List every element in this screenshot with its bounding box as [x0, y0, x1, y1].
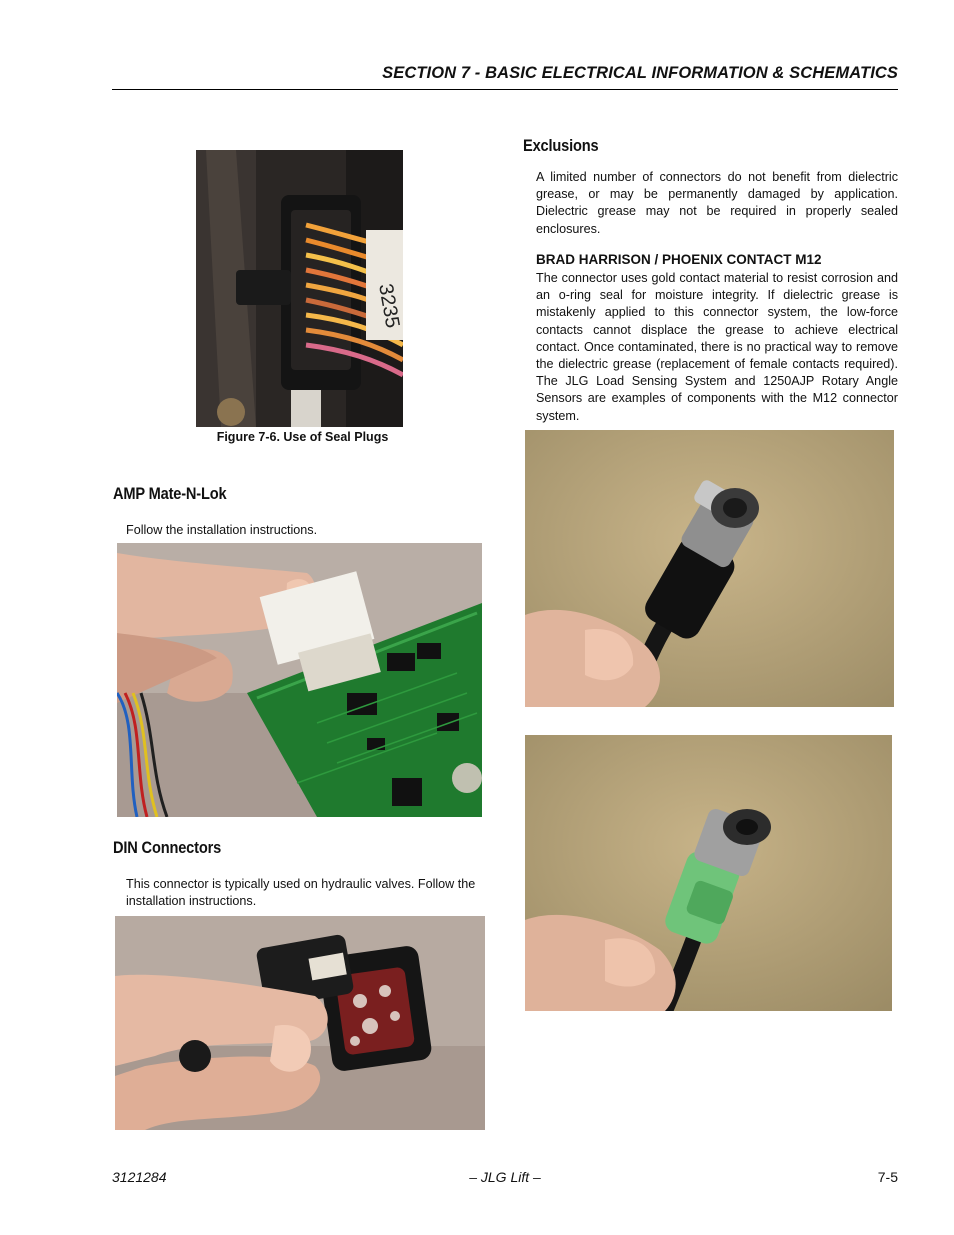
exclusions-text: A limited number of connectors do not benefit from dielectric grease, or may be permanently damaged by application. Dielectric grease may not be required in properly sealed enclosures.	[536, 170, 898, 236]
footer-center: – JLG Lift –	[469, 1169, 541, 1185]
m12-green-connector-photo	[525, 735, 892, 1011]
header-rule	[112, 89, 898, 90]
amp-text: Follow the installation instructions.	[126, 523, 318, 537]
din-heading: DIN Connectors	[113, 838, 222, 857]
amp-connector-photo	[117, 543, 482, 817]
seal-plugs-photo	[196, 150, 403, 427]
seal-label-text: 3235	[374, 282, 403, 330]
m12-black-connector-photo	[525, 430, 894, 707]
m12-text: The connector uses gold contact material to resist corrosion and an o-ring seal for moisture integrity. If dielectric grease is mistakenly applied to this connector system, the low-force contacts cannot displace the grease to achieve electrical contact. Once contaminated, there is no practical way to remove the dielectric grease (replacement of female contacts required). The JLG Load Sensing System and 1250AJP Rotary Angle Sensors are examples of components with the M12 connector system.	[536, 271, 898, 423]
amp-heading: AMP Mate-N-Lok	[113, 484, 227, 503]
exclusions-heading: Exclusions	[523, 136, 599, 155]
figure-caption: Figure 7-6. Use of Seal Plugs	[216, 430, 389, 444]
din-connector-photo	[115, 916, 485, 1130]
document-number: 3121284	[112, 1169, 167, 1185]
din-text: This connector is typically used on hydraulic valves. Follow the installation instructions.	[126, 877, 476, 909]
page-number: 7-5	[877, 1169, 898, 1185]
section-title: SECTION 7 - BASIC ELECTRICAL INFORMATION & SCHEMATICS	[382, 64, 898, 82]
m12-heading: BRAD HARRISON / PHOENIX CONTACT M12	[536, 252, 822, 267]
